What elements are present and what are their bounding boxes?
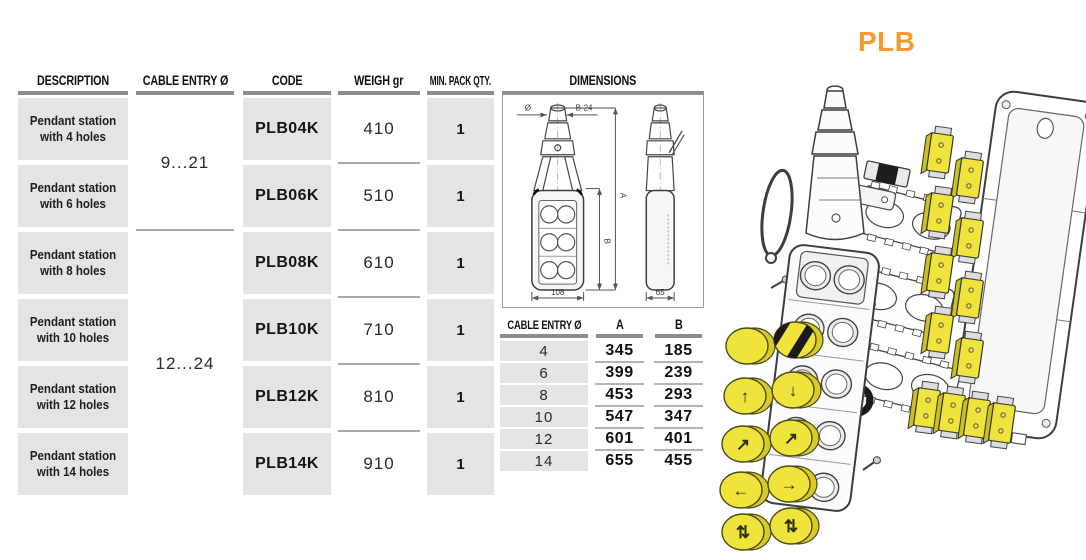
strain-relief-cone [806,86,864,240]
dims-cable-entry-cell: 4 [500,341,588,361]
row-separator [338,361,420,366]
svg-text:↗: ↗ [735,435,751,454]
pendant-button [724,378,773,414]
description-cell: Pendant station with 10 holes [18,299,128,361]
pendant-button [720,472,769,508]
weight-cell: 510 [363,186,395,205]
dimensions-header-label: DIMENSIONS [569,73,637,88]
pendant-button [722,426,771,462]
hanging-loop [757,168,797,263]
pendant-button [770,508,819,544]
dims-b-cell: 401 [664,430,693,447]
header-underline [655,334,702,338]
min-pack-cell: 1 [427,232,494,294]
pendant-button [772,372,821,408]
side-width-label: 65 [655,288,665,298]
pendant-button [722,514,771,550]
dims-header-cable-entry: CABLE ENTRY Ø [507,318,581,332]
dims-b-cell: 455 [664,452,693,469]
dims-cable-entry-cell: 6 [500,363,588,383]
description-cell: Pendant station with 4 holes [18,98,128,160]
dims-a-cell: 453 [605,386,634,403]
cable-entry-merged-cell: 12...24 [136,232,234,495]
column-code [243,68,331,500]
dim-b-label: B [602,238,612,244]
column-header-description: DESCRIPTION [36,73,110,88]
weight-cell: 410 [363,119,395,138]
description-cell: Pendant station with 14 holes [18,433,128,495]
pendant-button [768,466,817,502]
min-pack-cell: 1 [427,165,494,227]
dims-a-cell: 601 [605,430,634,447]
header-underline [596,334,643,338]
dims-column-b [651,315,706,471]
code-cell: PLB10K [243,299,331,361]
row-separator [338,227,420,232]
dims-b-cell: 239 [664,364,693,381]
description-cell: Pendant station with 8 holes [18,232,128,294]
dims-a-cell: 655 [605,452,634,469]
page-title: PLB [858,26,916,57]
weight-cell: 710 [363,320,395,339]
header-underline [500,334,588,338]
column-header-code: CODE [271,73,303,88]
min-pack-cell: 1 [427,433,494,495]
pendant-button [770,420,819,456]
row-separator [338,428,420,433]
dims-cable-entry-cell: 12 [500,429,588,449]
dims-column-cable-entry [500,315,588,473]
min-pack-cell: 1 [427,299,494,361]
row-separator [338,294,420,299]
column-header-cable-entry: CABLE ENTRY Ø [142,73,228,88]
header-underline [427,91,494,95]
row-separator [338,160,420,165]
column-header-min-pack: MIN. PACK QTY. [429,74,492,88]
dims-column-a [592,315,647,471]
column-cable-entry [136,68,234,495]
weight-cell: 910 [363,454,395,473]
pendant-button [726,328,775,364]
dims-a-cell: 399 [605,364,634,381]
header-underline [338,91,420,95]
description-cell: Pendant station with 12 holes [18,366,128,428]
svg-text:←: ← [732,481,750,500]
svg-text:→: → [780,475,798,494]
min-pack-cell: 1 [427,98,494,160]
dimensions-drawing-box [502,94,704,308]
side-view [646,105,684,290]
dims-b-cell: 293 [664,386,693,403]
weight-cell: 610 [363,253,395,272]
dims-cable-entry-cell: 14 [500,451,588,471]
svg-text:↑: ↑ [740,387,750,406]
description-cell: Pendant station with 6 holes [18,165,128,227]
dims-header-b: B [674,317,683,332]
dims-b-cell: 185 [664,342,693,359]
column-weight [338,68,420,495]
dims-cable-entry-cell: 10 [500,407,588,427]
code-cell: PLB06K [243,165,331,227]
column-min-pack [427,68,494,500]
code-cell: PLB04K [243,98,331,160]
thread-label: B-24 [575,103,593,113]
header-underline [243,91,331,95]
code-cell: PLB08K [243,232,331,294]
dims-a-cell: 547 [605,408,634,425]
front-width-label: 108 [551,288,565,298]
weight-cell: 810 [363,387,395,406]
svg-text:⇅: ⇅ [735,523,751,542]
code-cell: PLB12K [243,366,331,428]
header-underline [136,91,234,95]
dims-a-cell: 345 [605,342,634,359]
dims-cable-entry-cell: 8 [500,385,588,405]
diameter-label: Ø [524,103,532,113]
cable-entry-merged-cell: 9...21 [136,98,234,227]
column-description [18,68,128,500]
contact-bridge [864,161,911,188]
svg-text:↗: ↗ [783,429,799,448]
code-cell: PLB14K [243,433,331,495]
min-pack-cell: 1 [427,366,494,428]
rear-housing [950,89,1086,448]
dims-b-cell: 347 [664,408,693,425]
dims-header-a: A [615,317,624,332]
svg-text:↓: ↓ [788,381,798,400]
dimensions-drawing [503,95,702,306]
header-underline [18,91,128,95]
row-separator [136,227,234,232]
dimensions-section-header [502,68,704,95]
exploded-view-illustration [715,78,1086,553]
dim-a-label: A [618,192,628,199]
column-header-weight: WEIGH gr [354,73,404,88]
svg-text:⇅: ⇅ [783,517,799,536]
